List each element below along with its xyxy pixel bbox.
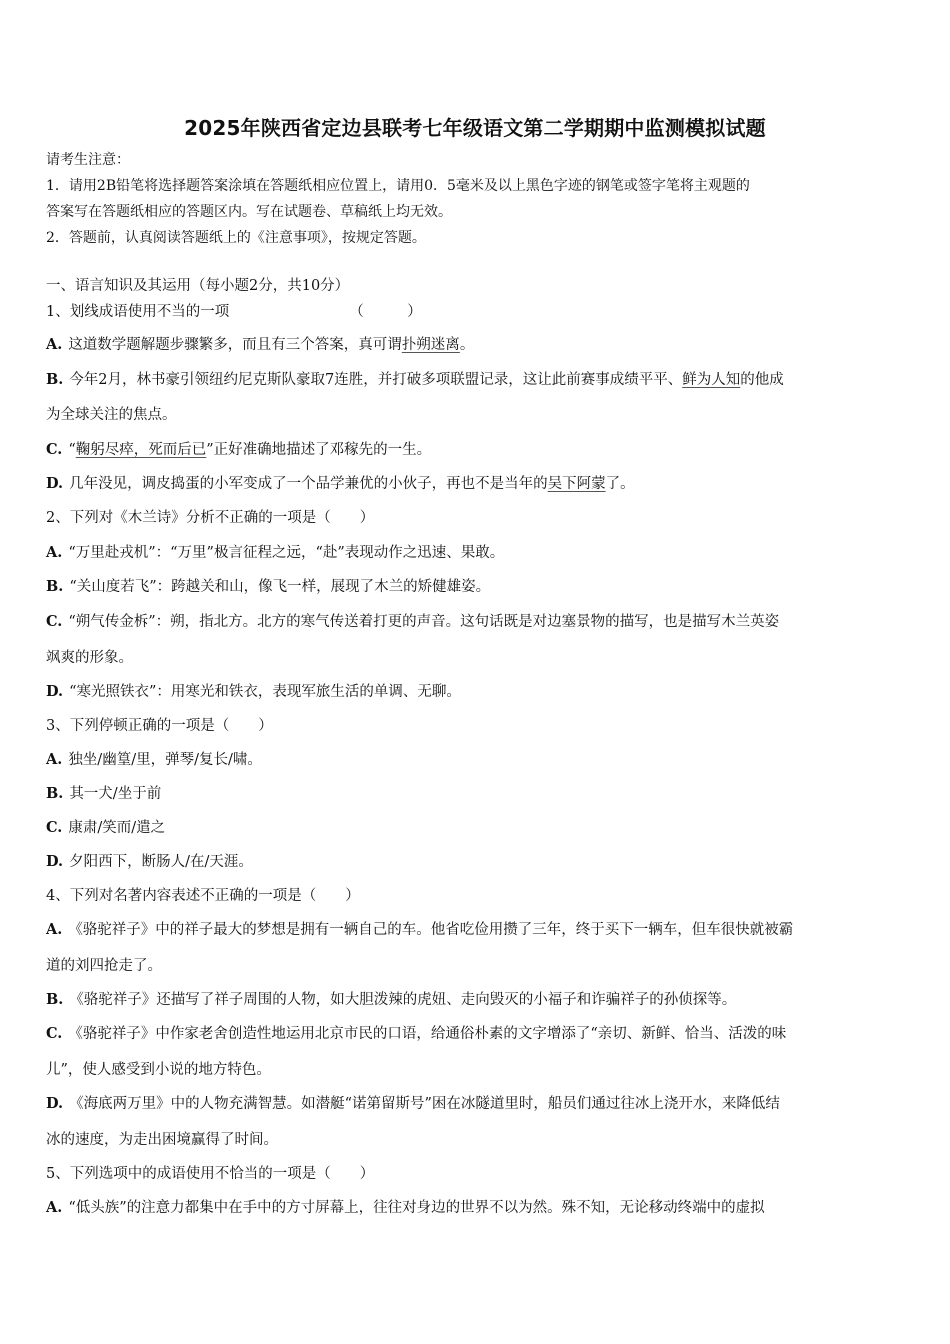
option-c: C. “朔气传金柝”：朔，指北方。北方的寒气传送着打更的声音。这句话既是对边塞景物的描写，也是描写木兰英姿 bbox=[46, 613, 780, 630]
option-d: D. 夕阳西下，断肠人/在/天涯。 bbox=[46, 853, 253, 870]
notice-item: 2．答题前，认真阅读答题纸上的《注意事项》，按规定答题。 bbox=[46, 230, 426, 246]
page-title: 2025年陕西省定边县联考七年级语文第二学期期中监测模拟试题 bbox=[184, 116, 766, 140]
option-c-cont: 飒爽的形象。 bbox=[46, 650, 133, 666]
option-c: C. 《骆驼祥子》中作家老舍创造性地运用北京市民的口语，给通俗朴素的文字增添了“亲切、新鲜、恰当、活泼的味 bbox=[46, 1025, 787, 1042]
option-a: A. 《骆驼祥子》中的祥子最大的梦想是拥有一辆自己的车。他省吃俭用攒了三年，终于买下一辆车，但车很快就被霸 bbox=[46, 921, 794, 938]
question-stem: 2、下列对《木兰诗》分析不正确的一项是（ ） bbox=[46, 510, 375, 526]
option-b: B. “关山度若飞”：跨越关和山，像飞一样，展现了木兰的矫健雄姿。 bbox=[46, 578, 491, 595]
underlined-idiom: 鞠躬尽瘁，死而后已 bbox=[75, 442, 207, 458]
option-b: B. 《骆驼祥子》还描写了祥子周围的人物，如大胆泼辣的虎妞、走向毁灭的小福子和诈骗祥子的孙侦探等。 bbox=[46, 991, 737, 1008]
option-c-cont: 儿”，使人感受到小说的地方特色。 bbox=[46, 1062, 271, 1078]
question-stem: 5、下列选项中的成语使用不恰当的一项是（ ） bbox=[46, 1166, 375, 1182]
option-c: C. “鞠躬尽瘁，死而后已”正好准确地描述了邓稼先的一生。 bbox=[46, 441, 432, 458]
question-text: 1、划线成语使用不当的一项 bbox=[46, 304, 230, 320]
option-b: B. 今年2月，林书豪引领纽约尼克斯队豪取7连胜，并打破多项联盟记录，这让此前赛事成绩平平、鲜为人知的他成 bbox=[46, 371, 784, 388]
option-a: A. 这道数学题解题步骤繁多，而且有三个答案，真可谓扑朔迷离。 bbox=[46, 336, 475, 353]
question-stem: 4、下列对名著内容表述不正确的一项是（ ） bbox=[46, 888, 360, 904]
notice-item: 1．请用2B铅笔将选择题答案涂填在答题纸相应位置上，请用0．5毫米及以上黑色字迹的钢笔或签字笔将主观题的 bbox=[46, 178, 750, 194]
option-a: A. “万里赴戎机”：“万里”极言征程之远，“赴”表现动作之迅速、果敢。 bbox=[46, 544, 505, 561]
answer-paren: （ ） bbox=[349, 304, 422, 320]
option-d: D. 几年没见，调皮捣蛋的小军变成了一个品学兼优的小伙子，再也不是当年的吴下阿蒙了。 bbox=[46, 475, 635, 492]
option-a: A. “低头族”的注意力都集中在手中的方寸屏幕上，往往对身边的世界不以为然。殊不知，无论移动终端中的虚拟 bbox=[46, 1199, 765, 1216]
notice-heading: 请考生注意： bbox=[46, 152, 130, 168]
question-stem bbox=[46, 302, 422, 322]
option-d-cont: 冰的速度，为走出困境赢得了时间。 bbox=[46, 1132, 278, 1148]
option-a-cont: 道的刘四抢走了。 bbox=[46, 958, 162, 974]
option-d: D. 《海底两万里》中的人物充满智慧。如潜艇“诺第留斯号”困在冰隧道里时，船员们通过往冰上浇开水，来降低结 bbox=[46, 1095, 780, 1112]
option-b-cont: 为全球关注的焦点。 bbox=[46, 407, 177, 423]
notice-item: 答案写在答题纸相应的答题区内。写在试题卷、草稿纸上均无效。 bbox=[46, 204, 452, 220]
option-a: A. 独坐/幽篁/里，弹琴/复长/啸。 bbox=[46, 751, 262, 768]
underlined-idiom: 吴下阿蒙 bbox=[547, 476, 606, 492]
underlined-idiom: 扑朔迷离 bbox=[401, 337, 460, 353]
option-b: B. 其一犬/坐于前 bbox=[46, 785, 162, 802]
question-stem: 3、下列停顿正确的一项是（ ） bbox=[46, 718, 273, 734]
section-heading: 一、语言知识及其运用（每小题2分，共10分） bbox=[46, 278, 350, 294]
option-c: C. 康肃/笑而/遣之 bbox=[46, 819, 166, 836]
option-d: D. “寒光照铁衣”：用寒光和铁衣，表现军旅生活的单调、无聊。 bbox=[46, 683, 461, 700]
underlined-idiom: 鲜为人知 bbox=[682, 372, 741, 388]
